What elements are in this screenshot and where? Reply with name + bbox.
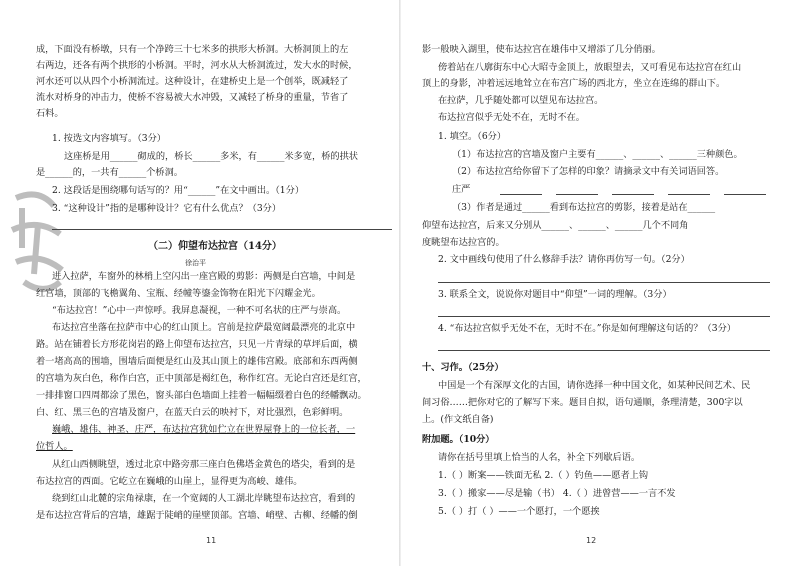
composition-title: 十、习作。（25分）: [422, 362, 504, 373]
composition-text: 中国是一个有深厚文化的古国，请你选择一种中国文化，如某种民间艺术、民: [438, 380, 751, 391]
question-4: 4. “布达拉宫似乎无处不在，无时不在。”你是如何理解这句话的？（3分）: [438, 323, 736, 334]
question-1: 1. 填空。（6分）: [438, 131, 507, 142]
question-1-3-cont: 度眺望布达拉宫的。: [422, 237, 505, 248]
question-1-1[interactable]: （1）布达拉宫的宫墙及窗户主要有______、______、______三种颜色。: [452, 149, 743, 160]
passage-line: 影一般映入湖里，使布达拉宫在雄伟中又增添了几分俏丽。: [422, 44, 661, 55]
passage-line: 流水对桥身的冲击力，使桥不容易被大水冲毁，又减轻了桥身的重量，节省了: [36, 92, 349, 103]
answer-line[interactable]: [438, 350, 770, 351]
answer-line[interactable]: [724, 194, 766, 195]
passage-line: 成，下面没有桥墩，只有一个净跨三十七米多的拱形大桥洞。大桥洞顶上的左: [36, 44, 349, 55]
passage-line: 河水还可以从四个小桥洞流过。这种设计，在建桥史上是一个创举，既减轻了: [36, 76, 349, 87]
passage-line: 绕到红山北麓的宗角禄康，在一个宽阔的人工湖北岸眺望布达拉宫，看到的: [52, 493, 356, 504]
question-2: 2. 文中画线句使用了什么修辞手法？请你再仿写一句。（2分）: [438, 254, 690, 265]
composition-text: 间习俗……把你对它的了解写下来。题目自拟，语句通顺，条理清楚，300字以: [422, 397, 743, 408]
passage-line: 在拉萨，几乎随处都可以望见布达拉宫。: [438, 95, 604, 106]
bonus-intro: 请你在括号里填上恰当的人名，补全下列歇后语。: [438, 452, 641, 463]
question-1: 1. 按选文内容填写。（3分）: [52, 133, 166, 144]
passage-line: 右两边，还各有两个拱形的小桥洞。平时，河水从大桥洞流过，发大水的时候，: [36, 60, 358, 71]
passage-line: “布达拉宫！”心中一声惊呼。我屏息凝视，一种不可名状的庄严与崇高。: [52, 305, 347, 316]
question-1-3-cont[interactable]: 仰望布达拉宫，后来又分别从______、______、______几个不同角: [422, 220, 689, 231]
underlined-sentence: 巍峨、雄伟、神圣、庄严，布达拉宫犹如伫立在世界屋脊上的一位长者，一: [52, 424, 356, 435]
question-3: 3. “这种设计”指的是哪种设计？它有什么优点？（3分）: [52, 203, 282, 214]
underlined-sentence: 位哲人。: [36, 441, 73, 452]
answer-line[interactable]: [556, 194, 598, 195]
passage-line: 白、红、黑三色的宫墙及窗户，在蓝天白云的映衬下，对比强烈，色彩鲜明。: [36, 407, 349, 418]
passage-line: 布达拉宫的西面。它屹立在巍峨的山崖上，显得更为高峻、雄伟。: [36, 476, 303, 487]
answer-line[interactable]: [668, 194, 710, 195]
answer-line[interactable]: [52, 229, 392, 230]
passage-line: 红宫墙，顶部的飞檐翼角、宝瓶、经幢等鎏金饰物在阳光下闪耀金光。: [36, 288, 321, 299]
passage-line: 傍着站在八廓街东中心大昭寺金顶上，放眼望去，又可看见布达拉宫在红山: [438, 62, 742, 73]
page-number: 12: [586, 536, 597, 545]
question-3: 3. 联系全文，说说你对题目中“仰望”一词的理解。（3分）: [438, 289, 672, 300]
question-1-blank-line[interactable]: 这座桥是用______砌成的，桥长______多米，有______米多宽，桥的拱状: [64, 151, 358, 162]
passage-line: 布达拉宫坐落在拉萨市中心的红山顶上。宫前是拉萨最宽阔最漂亮的北京中: [52, 322, 356, 333]
section-title: （二）仰望布达拉宫（14分）: [148, 241, 282, 252]
passage-line: 是布达拉宫背后的宫墙，雄踞于陡峭的崖壁顶部。宫墙、峭壁、古柳、经幡的倒: [36, 510, 358, 521]
passage-line: 从红山西侧眺望，透过北京中路旁那三座白色佛塔金黄色的塔尖，看到的是: [52, 459, 356, 470]
passage-line: 一排排窗口四周都涂了黑色，窗头部白色墙面上挂着一幅幅缀着白色的经幡飘动。: [36, 390, 367, 401]
composition-text: 上。(作文纸自备): [422, 414, 494, 425]
bonus-title: 附加题。（10分）: [422, 434, 495, 445]
page-number: 11: [206, 536, 217, 545]
passage-line: 石料。: [36, 108, 64, 119]
passage-line: 路。站在铺着长方形花岗岩的路上仰望布达拉宫，只见一片青绿的草坪后面，横: [36, 339, 358, 350]
bonus-item[interactable]: 5.（ ）打（ ）——一个愿打，一个愿挨: [438, 506, 600, 517]
author: 徐治平: [185, 259, 206, 267]
question-1-blank-line[interactable]: 是______的，一共有______个桥洞。: [36, 167, 183, 178]
question-1-3[interactable]: （3）作者是通过______看到布达拉宫的剪影，接着是站在______: [452, 202, 716, 213]
passage-line: 进入拉萨，车窗外的林梢上空闪出一座宫殿的剪影：两侧是白宫墙，中间是: [52, 271, 356, 282]
answer-word-1: 庄严: [452, 184, 471, 195]
answer-line[interactable]: [500, 194, 542, 195]
passage-line: 顶上的身影，冲着远远地耸立在布宫广场的西北方，坐立在连绵的群山下。: [422, 78, 726, 89]
answer-line[interactable]: [438, 282, 770, 283]
right-page: [400, 0, 800, 566]
question-2: 2. 这段话是围绕哪句话写的？用“______”在文中画出。（1分）: [52, 185, 305, 196]
answer-line[interactable]: [438, 316, 770, 317]
passage-line: 布达拉宫似乎无处不在，无时不在。: [438, 112, 585, 123]
question-1-2: （2）布达拉宫给你留下了怎样的印象？请摘录文中有关词语回答。: [452, 166, 725, 177]
bonus-item[interactable]: 1.（ ）断案——铁面无私 2.（ ）钓鱼——愿者上钩: [438, 470, 649, 481]
passage-line: 的宫墙为灰白色，称作白宫，正中顶部是褐红色，称作红宫。无论白宫还是红宫，: [36, 373, 367, 384]
passage-line: 着一堵高高的围墙，围墙后面便是红山及其山顶上的雄伟宫殿。底部和东西两侧: [36, 356, 358, 367]
answer-line[interactable]: [612, 194, 654, 195]
bonus-item[interactable]: 3.（ ）搬家——尽是输（书） 4.（ ）进曾营——一言不发: [438, 488, 676, 499]
